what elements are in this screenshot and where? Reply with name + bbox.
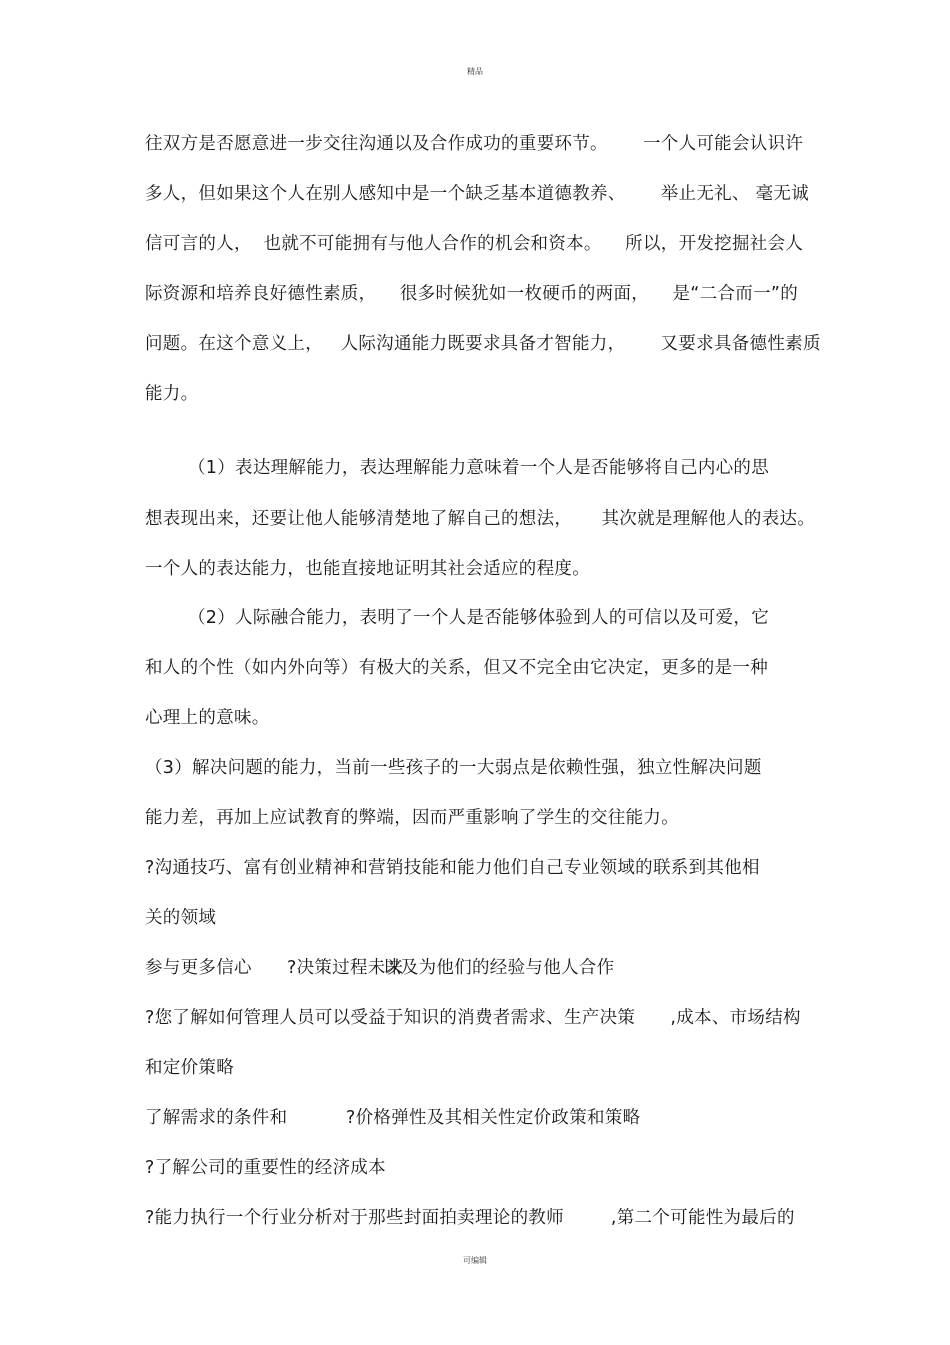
intro-line-4: 际资源和培养良好德性素质， 很多时候犹如一枚硬币的两面， 是“二合而一”的 <box>145 284 799 304</box>
bullet-line-8: ?能力执行一个行业分析对于那些封面拍卖理论的教师 ,第二个可能性为最后的 <box>145 1208 795 1228</box>
item2-line-2: 和人的个性（如内外向等）有极大的关系，但又不完全由它决定，更多的是一种 <box>145 658 768 678</box>
item1-line-1: （1）表达理解能力，表达理解能力意味着一个人是否能够将自己内心的思 <box>188 458 770 478</box>
item1-line-3: 一个人的表达能力，也能直接地证明其社会适应的程度。 <box>145 559 590 579</box>
item2-line-1: （2）人际融合能力，表明了一个人是否能够体验到人的可信以及可爱，它 <box>188 608 770 628</box>
intro-line-1: 往双方是否愿意进一步交往沟通以及合作成功的重要环节。 一个人可能会认识许 <box>145 134 804 154</box>
item3-line-2: 能力差，再加上应试教育的弊端，因而严重影响了学生的交往能力。 <box>145 808 679 828</box>
bullet-line-2: 关的领域 <box>145 908 217 928</box>
bullet-line-1: ?沟通技巧、富有创业精神和营销技能和能力他们自己专业领域的联系到其他相 <box>145 858 760 878</box>
item1-line-2: 想表现出来，还要让他人能够清楚地了解自己的想法， 其次就是理解他人的表达。 <box>145 509 816 529</box>
page-footer-label: 可编辑 <box>463 1256 487 1265</box>
bullet-line-3a: 参与更多信心 ?决策过程未来 <box>145 958 404 978</box>
item2-line-3: 心理上的意味。 <box>145 708 270 728</box>
bullet-line-6: 了解需求的条件和 ?价格弹性及其相关性定价政策和策略 <box>145 1108 641 1128</box>
bullet-line-3b: 以及为他们的经验与他人合作 <box>383 958 615 978</box>
item3-line-1: （3）解决问题的能力，当前一些孩子的一大弱点是依赖性强，独立性解决问题 <box>145 758 762 778</box>
intro-line-5: 问题。在这个意义上， 人际沟通能力既要求具备才智能力， 又要求具备德性素质 <box>145 334 821 354</box>
bullet-line-7: ?了解公司的重要性的经济成本 <box>145 1158 386 1178</box>
intro-line-2: 多人，但如果这个人在别人感知中是一个缺乏基本道德教养、 举止无礼、 毫无诚 <box>145 184 810 204</box>
intro-line-6: 能力。 <box>145 384 199 404</box>
bullet-line-4: ?您了解如何管理人员可以受益于知识的消费者需求、生产决策 ,成本、市场结构 <box>145 1008 801 1028</box>
intro-line-3: 信可言的人， 也就不可能拥有与他人合作的机会和资本。 所以，开发挖掘社会人 <box>145 234 804 254</box>
bullet-line-5: 和定价策略 <box>145 1058 234 1078</box>
page-header-label: 精品 <box>467 67 483 76</box>
